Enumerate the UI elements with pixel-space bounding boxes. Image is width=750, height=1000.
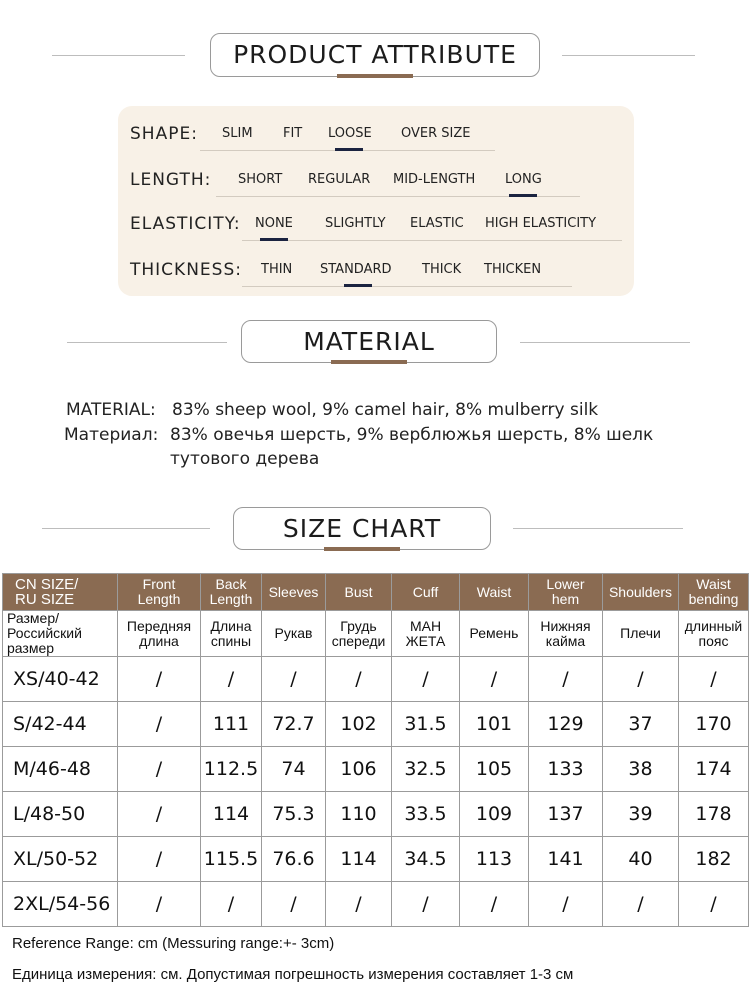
table-cell: / bbox=[118, 702, 201, 747]
table-cell: 102 bbox=[326, 702, 392, 747]
material-value-en: 83% sheep wool, 9% camel hair, 8% mulberry silk bbox=[172, 400, 599, 420]
table-cell: 182 bbox=[679, 837, 749, 882]
material-value-ru: 83% овечья шерсть, 9% верблюжья шерсть, 8% шелк bbox=[170, 425, 654, 445]
attribute-option: SLIM bbox=[222, 126, 253, 141]
column-header: Waist bbox=[460, 574, 529, 611]
table-cell: 111 bbox=[201, 702, 262, 747]
attribute-row-length bbox=[118, 164, 634, 194]
attribute-label: ELASTICITY: bbox=[130, 214, 241, 234]
table-cell: / bbox=[326, 657, 392, 702]
attribute-panel bbox=[118, 106, 634, 296]
size-chart-title bbox=[233, 507, 491, 550]
column-header: Cuff bbox=[392, 574, 460, 611]
table-cell: / bbox=[529, 657, 603, 702]
table-cell: 114 bbox=[201, 792, 262, 837]
table-cell: 33.5 bbox=[392, 792, 460, 837]
column-header-ru: Длина спины bbox=[201, 611, 262, 657]
table-cell: / bbox=[603, 882, 679, 927]
table-row bbox=[3, 702, 749, 747]
size-label-cell: L/48-50 bbox=[3, 792, 118, 837]
table-cell: 174 bbox=[679, 747, 749, 792]
attribute-label: THICKNESS: bbox=[130, 260, 242, 280]
table-cell: 76.6 bbox=[262, 837, 326, 882]
attribute-line bbox=[242, 286, 572, 287]
selected-marker bbox=[260, 238, 288, 241]
table-cell: / bbox=[392, 882, 460, 927]
table-cell: 40 bbox=[603, 837, 679, 882]
table-cell: / bbox=[201, 657, 262, 702]
column-header: Shoulders bbox=[603, 574, 679, 611]
selected-marker bbox=[344, 284, 372, 287]
divider-left bbox=[67, 342, 227, 343]
table-cell: 75.3 bbox=[262, 792, 326, 837]
title-underline bbox=[324, 547, 400, 551]
size-chart-table bbox=[2, 573, 749, 927]
attribute-option: ELASTIC bbox=[410, 216, 464, 231]
attribute-label: LENGTH: bbox=[130, 170, 212, 190]
table-row bbox=[3, 792, 749, 837]
attribute-option: HIGH ELASTICITY bbox=[485, 216, 597, 231]
footnote-ru: Единица измерения: см. Допустимая погрешность измерения составляет 1-3 см bbox=[12, 966, 574, 983]
attribute-label: SHAPE: bbox=[130, 124, 198, 144]
table-cell: 39 bbox=[603, 792, 679, 837]
table-cell: 31.5 bbox=[392, 702, 460, 747]
column-header-ru: Размер/ Российский размер bbox=[3, 611, 118, 657]
table-cell: 34.5 bbox=[392, 837, 460, 882]
column-header: CN SIZE/ RU SIZE bbox=[3, 574, 118, 611]
table-cell: / bbox=[201, 882, 262, 927]
size-label-cell: XL/50-52 bbox=[3, 837, 118, 882]
material-title bbox=[241, 320, 497, 363]
column-header-ru: Нижняя кайма bbox=[529, 611, 603, 657]
table-cell: / bbox=[679, 882, 749, 927]
column-header-ru: длинный пояс bbox=[679, 611, 749, 657]
attribute-line bbox=[242, 240, 622, 241]
attribute-option-selected: LOOSE bbox=[328, 126, 372, 141]
divider-right bbox=[520, 342, 690, 343]
table-cell: 106 bbox=[326, 747, 392, 792]
divider-right bbox=[562, 55, 695, 56]
table-cell: 129 bbox=[529, 702, 603, 747]
column-header: Back Length bbox=[201, 574, 262, 611]
table-row bbox=[3, 882, 749, 927]
table-cell: 137 bbox=[529, 792, 603, 837]
table-cell: 112.5 bbox=[201, 747, 262, 792]
attribute-row-shape bbox=[118, 118, 634, 148]
attribute-option: SHORT bbox=[238, 172, 283, 187]
column-header: Sleeves bbox=[262, 574, 326, 611]
size-chart-title-text: SIZE CHART bbox=[282, 514, 442, 543]
table-cell: / bbox=[118, 882, 201, 927]
attribute-option-selected: STANDARD bbox=[320, 262, 392, 277]
header-row-en bbox=[3, 574, 749, 611]
attribute-option-selected: NONE bbox=[255, 216, 293, 231]
attribute-option-selected: LONG bbox=[505, 172, 542, 187]
table-cell: 74 bbox=[262, 747, 326, 792]
table-cell: 101 bbox=[460, 702, 529, 747]
table-cell: 109 bbox=[460, 792, 529, 837]
divider-left bbox=[52, 55, 185, 56]
title-underline bbox=[337, 74, 413, 78]
selected-marker bbox=[335, 148, 363, 151]
table-cell: 178 bbox=[679, 792, 749, 837]
table-row bbox=[3, 657, 749, 702]
table-cell: / bbox=[118, 837, 201, 882]
table-cell: 114 bbox=[326, 837, 392, 882]
table-cell: / bbox=[262, 657, 326, 702]
footnote-en: Reference Range: cm (Messuring range:+- 3cm) bbox=[12, 935, 335, 952]
table-cell: / bbox=[262, 882, 326, 927]
table-cell: / bbox=[529, 882, 603, 927]
column-header-ru: МАН ЖЕТА bbox=[392, 611, 460, 657]
table-cell: / bbox=[392, 657, 460, 702]
table-row bbox=[3, 837, 749, 882]
column-header-ru: Рукав bbox=[262, 611, 326, 657]
column-header-ru: Передняя длина bbox=[118, 611, 201, 657]
table-cell: 38 bbox=[603, 747, 679, 792]
selected-marker bbox=[509, 194, 537, 197]
column-header: Lower hem bbox=[529, 574, 603, 611]
divider-right bbox=[513, 528, 683, 529]
attribute-option: SLIGHTLY bbox=[325, 216, 386, 231]
attribute-option: OVER SIZE bbox=[401, 126, 471, 141]
divider-left bbox=[42, 528, 210, 529]
attribute-option: THICK bbox=[422, 262, 462, 277]
material-label-en: MATERIAL: bbox=[66, 400, 156, 420]
size-label-cell: S/42-44 bbox=[3, 702, 118, 747]
table-cell: 37 bbox=[603, 702, 679, 747]
table-cell: / bbox=[118, 657, 201, 702]
column-header: Waist bending bbox=[679, 574, 749, 611]
attribute-option: THIN bbox=[261, 262, 293, 277]
title-underline bbox=[331, 360, 407, 364]
table-cell: 141 bbox=[529, 837, 603, 882]
table-cell: 105 bbox=[460, 747, 529, 792]
table-cell: 170 bbox=[679, 702, 749, 747]
column-header-ru: Плечи bbox=[603, 611, 679, 657]
attribute-option: REGULAR bbox=[308, 172, 371, 187]
table-cell: 72.7 bbox=[262, 702, 326, 747]
table-cell: 115.5 bbox=[201, 837, 262, 882]
attribute-row-elasticity bbox=[118, 208, 634, 238]
material-title-text: MATERIAL bbox=[303, 327, 435, 356]
product-attribute-title bbox=[210, 33, 540, 77]
table-cell: / bbox=[118, 792, 201, 837]
table-cell: / bbox=[460, 882, 529, 927]
attribute-option: FIT bbox=[283, 126, 303, 141]
size-label-cell: XS/40-42 bbox=[3, 657, 118, 702]
table-row bbox=[3, 747, 749, 792]
table-cell: / bbox=[326, 882, 392, 927]
material-label-ru: Материал: bbox=[64, 425, 159, 445]
table-cell: 113 bbox=[460, 837, 529, 882]
product-attribute-title-text: PRODUCT ATTRIBUTE bbox=[233, 40, 517, 69]
column-header: Bust bbox=[326, 574, 392, 611]
size-label-cell: 2XL/54-56 bbox=[3, 882, 118, 927]
table-cell: / bbox=[118, 747, 201, 792]
table-cell: / bbox=[603, 657, 679, 702]
table-cell: 32.5 bbox=[392, 747, 460, 792]
column-header-ru: Ремень bbox=[460, 611, 529, 657]
table-cell: / bbox=[679, 657, 749, 702]
column-header: Front Length bbox=[118, 574, 201, 611]
attribute-row-thickness bbox=[118, 254, 634, 284]
material-value-ru-line2: тутового дерева bbox=[170, 449, 320, 469]
column-header-ru: Грудь спереди bbox=[326, 611, 392, 657]
header-row-ru bbox=[3, 611, 749, 657]
table-cell: / bbox=[460, 657, 529, 702]
table-cell: 133 bbox=[529, 747, 603, 792]
table-cell: 110 bbox=[326, 792, 392, 837]
size-label-cell: M/46-48 bbox=[3, 747, 118, 792]
attribute-option: MID-LENGTH bbox=[393, 172, 476, 187]
attribute-option: THICKEN bbox=[484, 262, 542, 277]
